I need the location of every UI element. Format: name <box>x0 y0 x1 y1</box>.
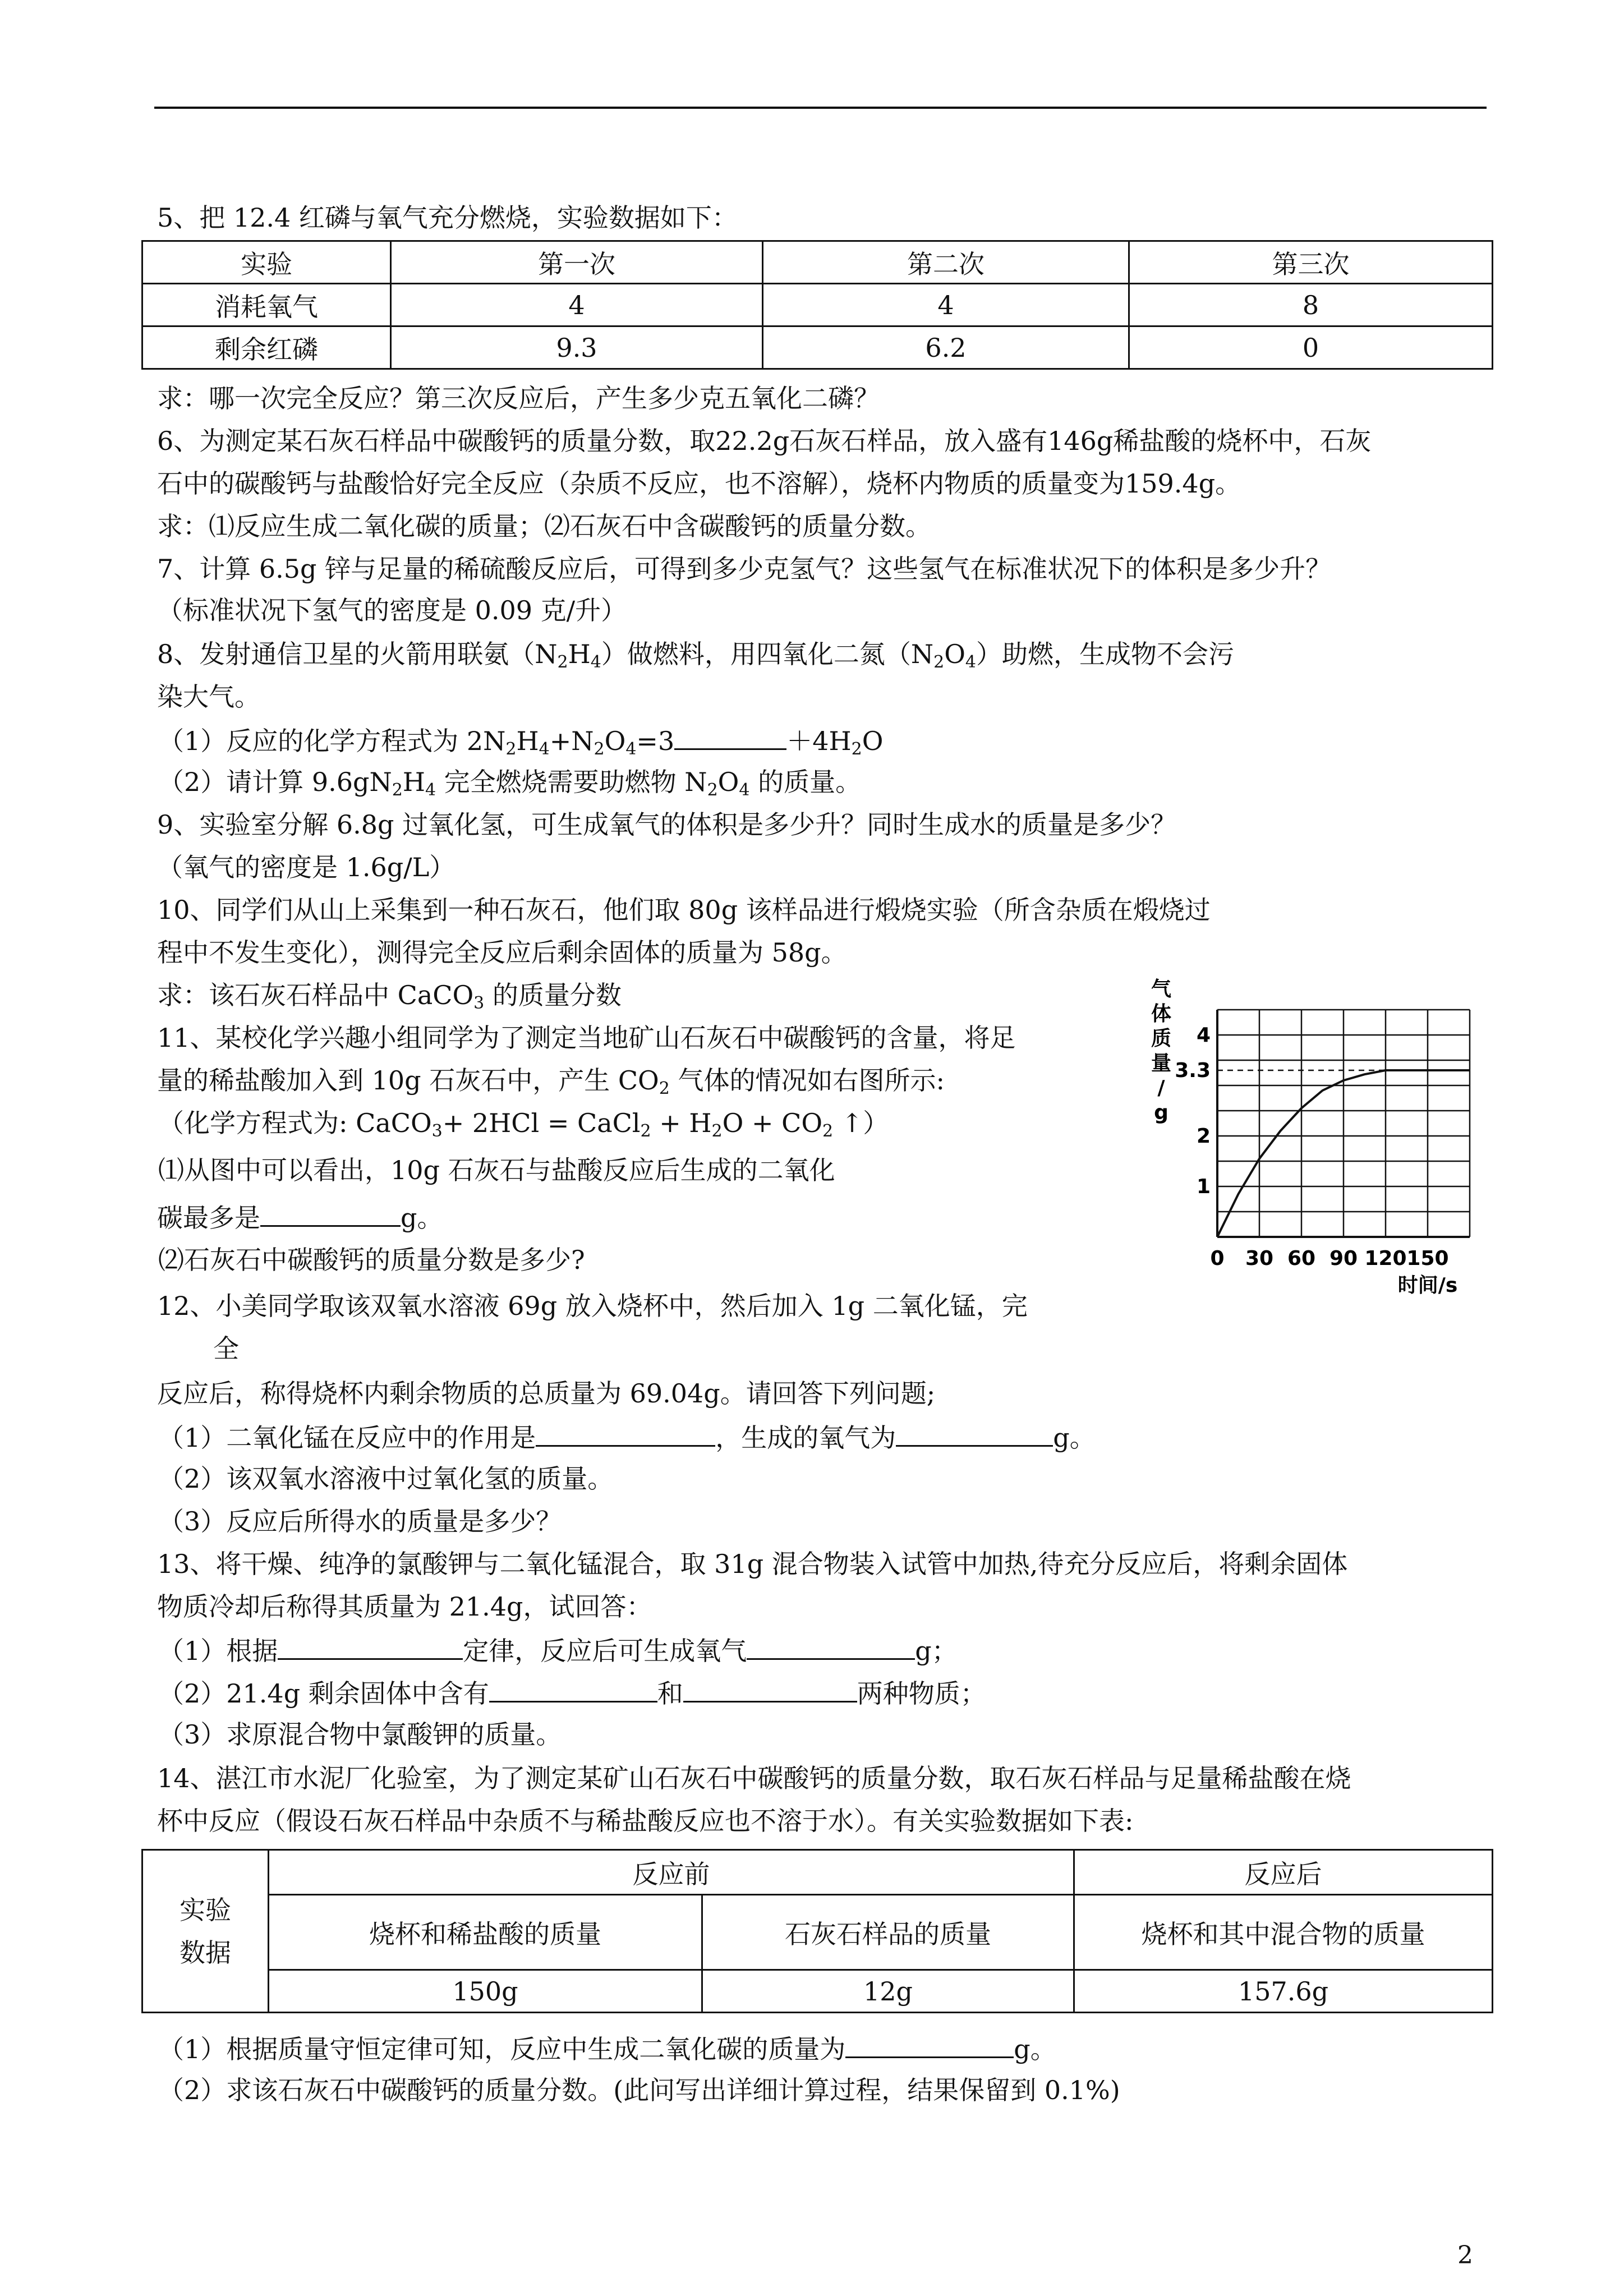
q14-after-header: 反应后 <box>1074 1850 1493 1895</box>
q14-col1-header: 烧杯和稀盐酸的质量 <box>269 1895 702 1970</box>
q11-line2: 量的稀盐酸加入到 10g 石灰石中，产生 $CO_2$ 气体的情况如右图所示: <box>157 1065 945 1098</box>
q12-line1: 12、小美同学取该双氧水溶液 69g 放入烧杯中，然后加入 1g 二氧化锰，完 <box>157 1291 1028 1321</box>
x-tick-label: 30 <box>1245 1247 1274 1270</box>
q13-line2: 物质冷却后称得其质量为 21.4g，试回答： <box>157 1591 652 1622</box>
q14-value-cell: 150g <box>269 1970 702 2013</box>
q12-line2: 反应后，称得烧杯内剩余物质的总质量为 69.04g。请回答下列问题; <box>157 1378 936 1409</box>
q14-row-label: 实验数据 <box>142 1850 269 2013</box>
q11-sub2: ⑵石灰石中碳酸钙的质量分数是多少? <box>158 1245 585 1275</box>
x-tick-label: 150 <box>1406 1247 1449 1270</box>
q13-sub2: （2）21.4g 剩余固体中含有 和 两种物质； <box>158 1675 986 1710</box>
answer-blank[interactable] <box>489 1675 657 1703</box>
q7-line2: （标准状况下氢气的密度是 0.09 克/升） <box>157 595 627 625</box>
q12-sub3: （3）反应后所得水的质量是多少？ <box>158 1506 562 1536</box>
q5-cell: 剩余红磷 <box>142 326 391 369</box>
q5-header-cell: 第三次 <box>1129 241 1493 284</box>
q5-cell: 4 <box>763 284 1129 326</box>
q11-sub1b: 碳最多是 g。 <box>157 1199 443 1235</box>
q8-line2: 染大气。 <box>157 682 260 712</box>
answer-blank[interactable] <box>536 1419 715 1447</box>
q5-question: 求：哪一次完全反应？第三次反应后，产生多少克五氧化二磷？ <box>157 383 880 413</box>
q5-table <box>141 240 1493 370</box>
q11-equation: （化学方程式为: CaCO$_3$+ 2HCl = CaCl$_2$ + $H_2O + CO_2$ ↑） <box>158 1108 889 1141</box>
q8-sub1: （1）反应的化学方程式为 $2N_2H_4+N_2O_4=3 +4H_2O$ <box>158 723 883 758</box>
q10-line3: 求：该石灰石样品中 CaCO$_3$ 的质量分数 <box>157 980 622 1013</box>
q9-line1: 9、实验室分解 6.8g 过氧化氢，可生成氧气的体积是多少升？同时生成水的质量是多少？ <box>157 809 1177 840</box>
q14-table <box>141 1849 1493 2013</box>
page-number: 2 <box>1457 2241 1473 2270</box>
answer-blank[interactable] <box>683 1675 857 1703</box>
q5-cell: 8 <box>1129 284 1493 326</box>
answer-blank[interactable] <box>747 1632 915 1660</box>
q6-line1: 6、为测定某石灰石样品中碳酸钙的质量分数，取22.2g石灰石样品，放入盛有146g稀盐酸的烧杯中，石灰 <box>157 426 1372 456</box>
q12-line1b: 全 <box>213 1333 239 1364</box>
q14-sub2: （2）求该石灰石中碳酸钙的质量分数。(此问写出详细计算过程，结果保留到 0.1%) <box>158 2075 1120 2105</box>
q14-sub1: （1）根据质量守恒定律可知，反应中生成二氧化碳的质量为 g。 <box>158 2031 1056 2066</box>
q12-sub2: （2）该双氧水溶液中过氧化氢的质量。 <box>158 1464 614 1494</box>
co2-mass-chart <box>1133 965 1492 1296</box>
q13-line1: 13、将干燥、纯净的氯酸钾与二氧化锰混合，取 31g 混合物装入试管中加热,待充分反应后，将剩余固体 <box>157 1549 1348 1579</box>
x-axis-label: 时间/s <box>1397 1274 1458 1296</box>
q14-col3-header: 烧杯和其中混合物的质量 <box>1074 1895 1493 1970</box>
answer-blank[interactable] <box>845 2031 1014 2058</box>
answer-blank[interactable] <box>278 1632 463 1660</box>
x-tick-label: 0 <box>1210 1247 1225 1270</box>
y-tick-label: 4 <box>1196 1024 1211 1047</box>
q13-sub3: （3）求原混合物中氯酸钾的质量。 <box>158 1719 562 1750</box>
q14-line1: 14、湛江市水泥厂化验室，为了测定某矿山石灰石中碳酸钙的质量分数，取石灰石样品与足量稀盐酸在烧 <box>157 1763 1351 1793</box>
q5-cell: 9.3 <box>391 326 763 369</box>
q5-cell: 6.2 <box>763 326 1129 369</box>
q5-intro: 5、把 12.4 红磷与氧气充分燃烧，实验数据如下： <box>157 203 738 233</box>
q14-value-cell: 12g <box>702 1970 1074 2013</box>
y-tick-label: 2 <box>1196 1125 1211 1148</box>
answer-blank[interactable] <box>674 723 786 750</box>
header-rule <box>154 107 1487 109</box>
q5-header-cell: 第二次 <box>763 241 1129 284</box>
q5-cell: 4 <box>391 284 763 326</box>
q11-sub1: ⑴从图中可以看出，10g 石灰石与盐酸反应后生成的二氧化 <box>158 1155 835 1185</box>
q10-line1: 10、同学们从山上采集到一种石灰石，他们取 80g 该样品进行煅烧实验（所含杂质在煅烧过 <box>157 895 1211 925</box>
q12-sub1: （1）二氧化锰在反应中的作用是 ，生成的氧气为 g。 <box>158 1419 1096 1455</box>
q5-header-cell: 第一次 <box>391 241 763 284</box>
x-tick-label: 120 <box>1364 1247 1407 1270</box>
y-tick-label: 1 <box>1196 1175 1211 1198</box>
answer-blank[interactable] <box>260 1199 401 1227</box>
q6-line2: 石中的碳酸钙与盐酸恰好完全反应（杂质不反应，也不溶解），烧杯内物质的质量变为159.4g。 <box>157 468 1241 499</box>
q8-line1: 8、发射通信卫星的火箭用联氨$(N_2H_4)$做燃料，用四氧化二氮$(N_2O_4)$助燃，生成物不会污 <box>157 639 1234 672</box>
y-tick-label: 3.3 <box>1175 1059 1211 1082</box>
q6-line3: 求：⑴反应生成二氧化碳的质量；⑵石灰石中含碳酸钙的质量分数。 <box>157 511 931 541</box>
q14-value-cell: 157.6g <box>1074 1970 1493 2013</box>
y-axis-label: 气体质量/ g <box>1151 978 1172 1124</box>
q5-cell: 消耗氧气 <box>142 284 391 326</box>
q9-line2: （氧气的密度是 1.6g/L） <box>157 852 456 882</box>
q8-sub2: （2）请计算 $9.6gN_2H_4$ 完全燃烧需要助燃物 $N_2O_4$ 的质量。 <box>158 767 862 800</box>
q10-line2: 程中不发生变化），测得完全反应后剩余固体的质量为 58g。 <box>157 937 847 968</box>
q14-line2: 杯中反应（假设石灰石样品中杂质不与稀盐酸反应也不溶于水）。有关实验数据如下表: <box>157 1806 1134 1836</box>
q13-sub1: （1）根据 定律，反应后可生成氧气 g； <box>158 1632 958 1668</box>
q14-col2-header: 石灰石样品的质量 <box>702 1895 1074 1970</box>
q11-line1: 11、某校化学兴趣小组同学为了测定当地矿山石灰石中碳酸钙的含量，将足 <box>157 1023 1016 1053</box>
x-tick-label: 90 <box>1329 1247 1358 1270</box>
q5-header-cell: 实验 <box>142 241 391 284</box>
q7-line1: 7、计算 6.5g 锌与足量的稀硫酸反应后，可得到多少克氢气？这些氢气在标准状况下的体积是多少升？ <box>157 554 1332 584</box>
x-tick-label: 60 <box>1287 1247 1316 1270</box>
answer-blank[interactable] <box>896 1419 1053 1447</box>
q14-before-header: 反应前 <box>269 1850 1074 1895</box>
q5-cell: 0 <box>1129 326 1493 369</box>
